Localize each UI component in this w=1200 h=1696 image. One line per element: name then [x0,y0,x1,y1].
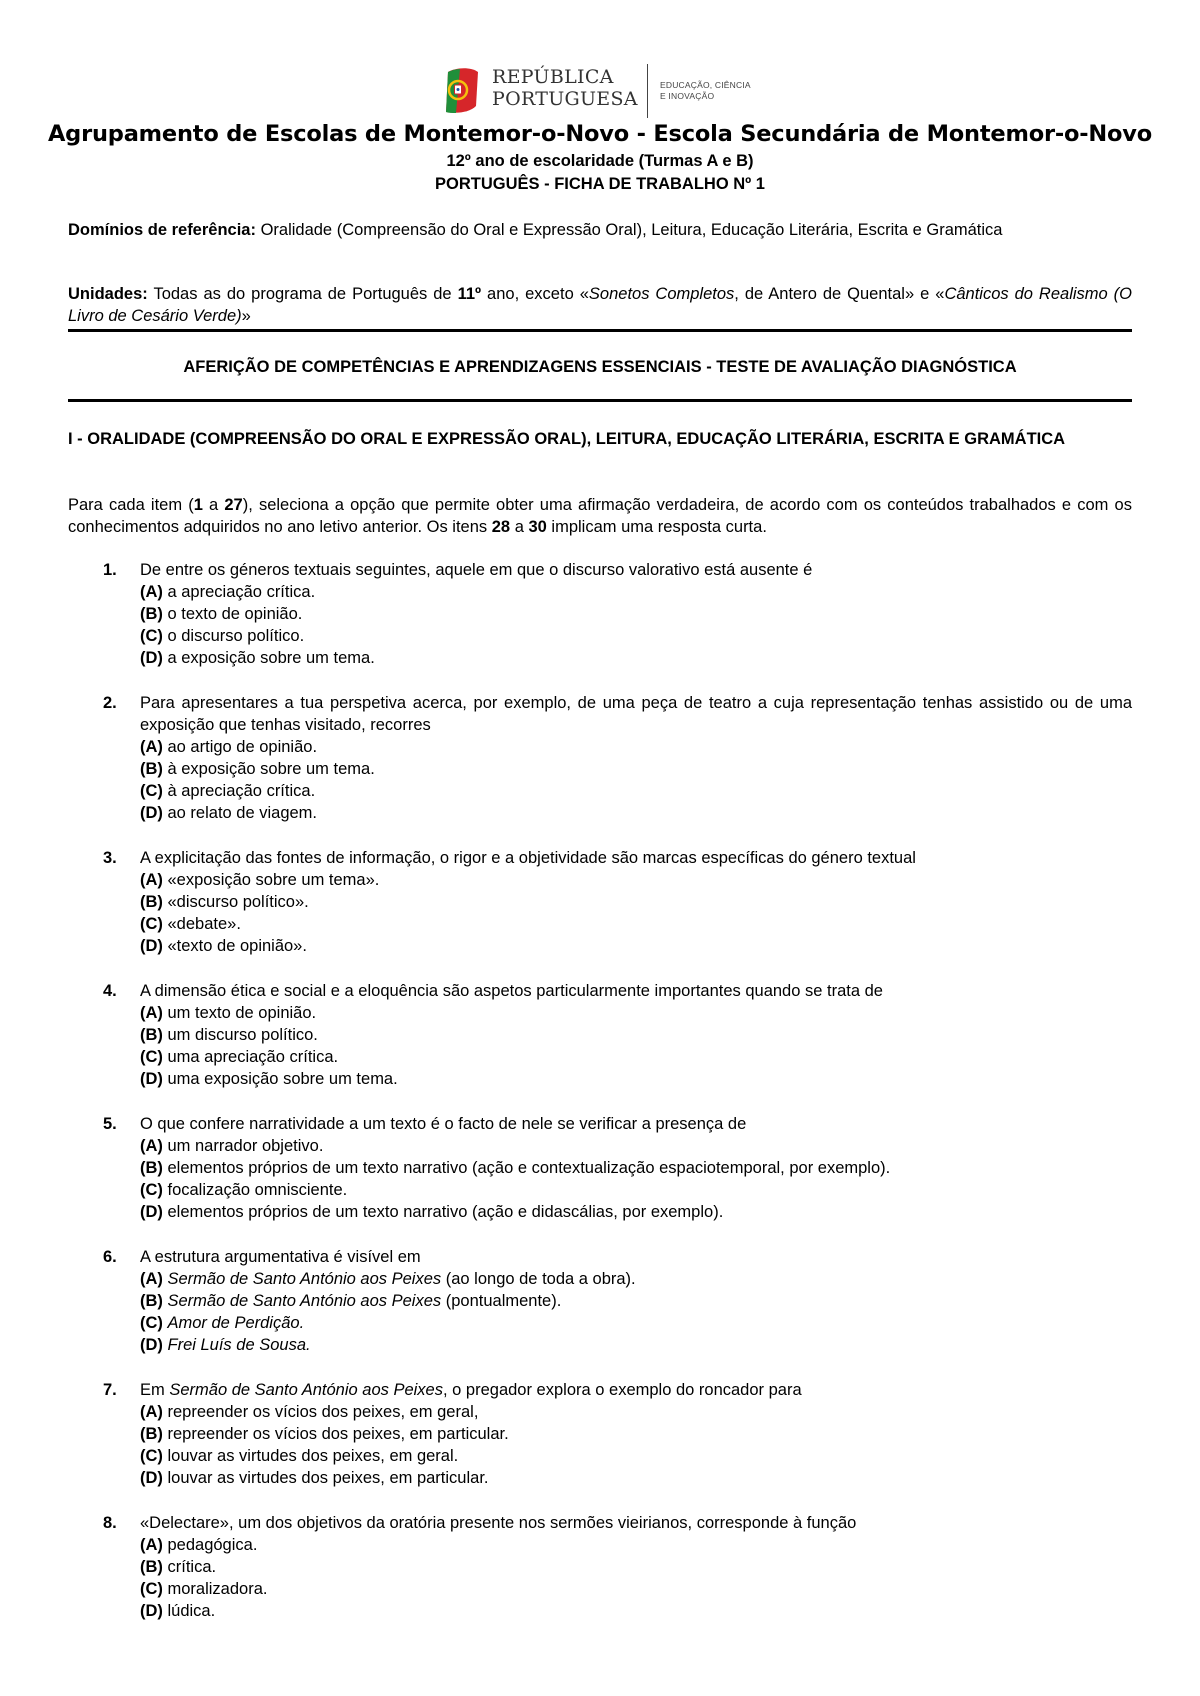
option-letter: (C) [140,782,163,800]
option-text: o discurso político. [167,627,305,645]
option-b[interactable] [140,1157,1132,1179]
question-7 [103,1379,1132,1489]
option-letter: (D) [140,649,163,667]
instructions [68,494,1132,538]
logo-divider [647,64,648,118]
option-d[interactable] [140,1068,1132,1090]
option-text: repreender os vícios dos peixes, em particular. [167,1425,509,1443]
question-number: 7. [103,1381,117,1399]
reference-domains-text: Oralidade (Compreensão do Oral e Expressão Oral), Leitura, Educação Literária, Escrita e Gramática [255,221,1003,239]
divider-rule [68,329,1132,332]
option-b[interactable] [140,891,1132,913]
instructions-text: implicam uma resposta curta. [546,518,767,536]
question-stem-text: Em [140,1381,170,1399]
option-letter: (B) [140,760,163,778]
option-c[interactable] [140,1046,1132,1068]
item-number: 28 [491,518,511,536]
option-letter: (C) [140,1314,163,1332]
instructions-text: a [510,518,529,536]
option-text: «texto de opinião». [167,937,307,955]
option-b[interactable] [140,758,1132,780]
option-text: «exposição sobre um tema». [167,871,380,889]
option-a[interactable] [140,1002,1132,1024]
option-letter: (B) [140,893,163,911]
option-text: «discurso político». [167,893,309,911]
units-text: ano, exceto « [481,285,589,303]
option-text: «debate». [167,915,241,933]
option-b[interactable] [140,1556,1132,1578]
question-stem: Para apresentares a tua perspetiva acerca, por exemplo, de uma peça de teatro a cuja representação tenhas assistido ou de uma exposição que tenhas visitado, recorres [140,694,1132,734]
option-letter: (A) [140,1004,163,1022]
units-work-title: Sonetos Completos [588,285,735,303]
option-a[interactable] [140,1268,1132,1290]
instructions-text: a [202,496,225,514]
option-letter: (B) [140,1026,163,1044]
item-number: 30 [528,518,547,536]
question-5 [103,1113,1132,1223]
option-d[interactable] [140,1201,1132,1223]
question-1 [103,559,1132,669]
question-stem: A estrutura argumentativa é visível em [140,1248,421,1266]
question-stem-work-title: Sermão de Santo António aos Peixes [169,1381,443,1399]
option-work-title: Amor de Perdição. [167,1314,305,1332]
option-d[interactable] [140,647,1132,669]
option-b[interactable] [140,1024,1132,1046]
option-text: uma apreciação crítica. [167,1048,339,1066]
option-text: elementos próprios de um texto narrativo (ação e didascálias, por exemplo). [167,1203,724,1221]
option-text: pedagógica. [167,1536,258,1554]
option-text: a exposição sobre um tema. [167,649,375,667]
option-a[interactable] [140,1534,1132,1556]
question-number: 8. [103,1514,117,1532]
option-letter: (A) [140,1270,163,1288]
option-d[interactable] [140,802,1132,824]
question-stem: De entre os géneros textuais seguintes, aquele em que o discurso valorativo está ausente é [140,561,813,579]
option-a[interactable] [140,1135,1132,1157]
option-letter: (C) [140,1048,163,1066]
question-stem-text: , o pregador explora o exemplo do roncador para [443,1381,802,1399]
question-number: 5. [103,1115,117,1133]
option-text: a apreciação crítica. [167,583,316,601]
option-letter: (A) [140,871,163,889]
option-a[interactable] [140,736,1132,758]
option-c[interactable] [140,913,1132,935]
option-letter: (C) [140,627,163,645]
option-text: o texto de opinião. [167,605,303,623]
option-letter: (C) [140,1447,163,1465]
option-c[interactable] [140,1312,1132,1334]
question-3 [103,847,1132,957]
option-c[interactable] [140,780,1132,802]
option-text: (ao longo de toda a obra). [441,1270,636,1288]
option-text: focalização omnisciente. [167,1181,348,1199]
option-letter: (D) [140,804,163,822]
option-text: um texto de opinião. [167,1004,317,1022]
option-letter: (A) [140,1403,163,1421]
units-grade: 11º [457,285,482,303]
section-title: I - ORALIDADE (COMPREENSÃO DO ORAL E EXPRESSÃO ORAL), LEITURA, EDUCAÇÃO LITERÁRIA, ESCRITA E GRAMÁTICA [68,430,1066,448]
units-label: Unidades: [68,285,148,303]
option-text: repreender os vícios dos peixes, em geral, [167,1403,479,1421]
question-number: 4. [103,982,117,1000]
option-letter: (D) [140,1070,163,1088]
question-number: 6. [103,1248,117,1266]
item-number: 27 [224,496,243,514]
school-name: Agrupamento de Escolas de Montemor-o-Novo - Escola Secundária de Montemor-o-Novo [47,121,1153,147]
question-4 [103,980,1132,1090]
question-number: 2. [103,694,117,712]
option-c[interactable] [140,1179,1132,1201]
option-letter: (C) [140,1580,163,1598]
option-letter: (D) [140,1203,163,1221]
item-number: 1 [193,496,203,514]
option-letter: (D) [140,1336,163,1354]
question-6 [103,1246,1132,1356]
worksheet-title: PORTUGUÊS - FICHA DE TRABALHO Nº 1 [435,175,765,193]
question-8 [103,1512,1132,1622]
option-d[interactable] [140,935,1132,957]
option-d[interactable] [140,1600,1132,1622]
question-number: 1. [103,561,117,579]
option-text: (pontualmente). [441,1292,562,1310]
option-text: uma exposição sobre um tema. [167,1070,398,1088]
question-stem: «Delectare», um dos objetivos da oratória presente nos sermões vieirianos, corresponde à função [140,1514,857,1532]
option-b[interactable] [140,1423,1132,1445]
option-letter: (D) [140,1602,163,1620]
option-letter: (A) [140,1137,163,1155]
option-letter: (D) [140,937,163,955]
option-text: lúdica. [167,1602,216,1620]
option-letter: (C) [140,1181,163,1199]
units-work-title: Cânticos do Realismo (O Livro de Cesário Verde) [68,285,1132,325]
units-text: Todas as do programa de Português de [147,285,458,303]
option-text: louvar as virtudes dos peixes, em particular. [167,1469,489,1487]
option-text: ao artigo de opinião. [167,738,318,756]
option-text: à apreciação crítica. [167,782,316,800]
question-stem: A dimensão ética e social e a eloquência são aspetos particularmente importantes quando se trata de [140,982,883,1000]
option-text: à exposição sobre um tema. [167,760,375,778]
option-d[interactable] [140,1467,1132,1489]
option-c[interactable] [140,1445,1132,1467]
option-c[interactable] [140,625,1132,647]
option-a[interactable] [140,1401,1132,1423]
option-letter: (A) [140,1536,163,1554]
reference-domains [68,219,1132,241]
option-letter: (B) [140,605,163,623]
republica-portuguesa-text: REPÚBLICA PORTUGUESA [492,66,638,110]
option-letter: (A) [140,738,163,756]
option-b[interactable] [140,603,1132,625]
option-text: um narrador objetivo. [167,1137,324,1155]
units-text: » [241,307,251,325]
reference-domains-label: Domínios de referência: [68,221,256,239]
units-text: , de Antero de Quental» e « [734,285,945,303]
question-2 [103,692,1132,824]
option-text: um discurso político. [167,1026,318,1044]
option-letter: (B) [140,1159,163,1177]
option-work-title: Frei Luís de Sousa. [167,1336,311,1354]
option-text: crítica. [167,1558,217,1576]
instructions-text: ), seleciona a opção que permite obter uma afirmação verdadeira, de acordo com os conteúdos trabalhados e com os conhecimentos adquiridos no ano letivo anterior. Os itens [68,496,1132,536]
units [68,283,1132,327]
option-letter: (B) [140,1292,163,1310]
option-text: ao relato de viagem. [167,804,318,822]
school-year: 12º ano de escolaridade (Turmas A e B) [446,152,754,170]
question-number: 3. [103,849,117,867]
option-text: elementos próprios de um texto narrativo (ação e contextualização espaciotemporal, por exemplo). [167,1159,891,1177]
question-stem: A explicitação das fontes de informação, o rigor e a objetividade são marcas específicas do género textual [140,849,916,867]
portuguese-flag-icon [440,66,480,116]
republica-portuguesa-logo [440,60,780,122]
option-letter: (D) [140,1469,163,1487]
option-a[interactable] [140,581,1132,603]
option-letter: (C) [140,915,163,933]
option-text: moralizadora. [167,1580,268,1598]
option-letter: (B) [140,1558,163,1576]
question-stem [140,1379,1132,1401]
option-text: louvar as virtudes dos peixes, em geral. [167,1447,459,1465]
instructions-text: Para cada item ( [68,496,194,514]
option-work-title: Sermão de Santo António aos Peixes [167,1292,442,1310]
option-a[interactable] [140,869,1132,891]
option-letter: (B) [140,1425,163,1443]
option-work-title: Sermão de Santo António aos Peixes [167,1270,442,1288]
question-stem: O que confere narratividade a um texto é o facto de nele se verificar a presença de [140,1115,747,1133]
ministry-name: EDUCAÇÃO, CIÊNCIA E INOVAÇÃO [660,80,751,101]
option-letter: (A) [140,583,163,601]
option-b[interactable] [140,1290,1132,1312]
option-c[interactable] [140,1578,1132,1600]
option-d[interactable] [140,1334,1132,1356]
assessment-title: AFERIÇÃO DE COMPETÊNCIAS E APRENDIZAGENS ESSENCIAIS - TESTE DE AVALIAÇÃO DIAGNÓSTICA [183,358,1017,376]
divider-rule [68,399,1132,402]
